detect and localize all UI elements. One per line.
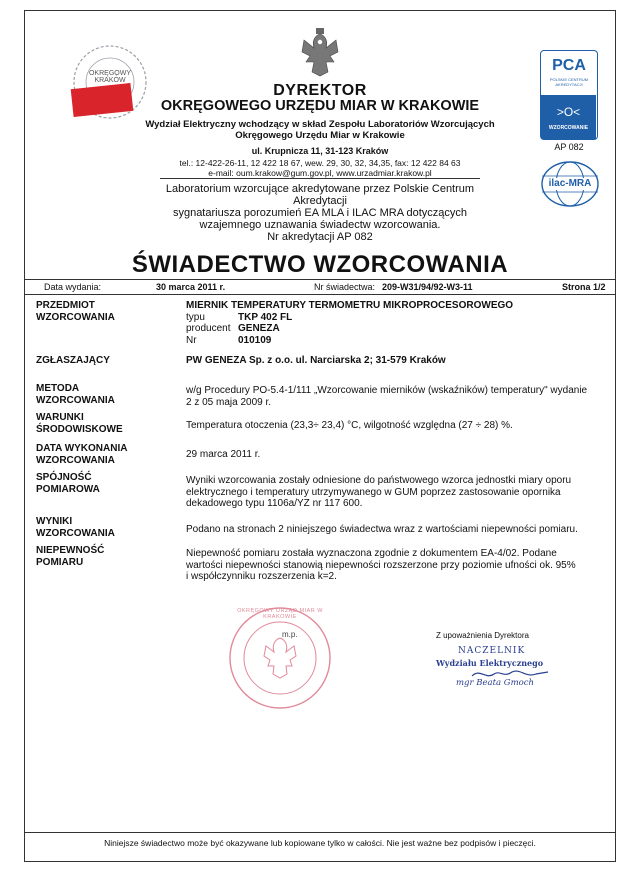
subject-label-2: WZORCOWANIA — [36, 311, 115, 323]
department-block — [140, 119, 500, 141]
subject-label-1: PRZEDMIOT — [36, 300, 95, 311]
nr-value: 010109 — [238, 334, 272, 346]
conditions-label-2: ŚRODOWISKOWE — [36, 423, 123, 435]
official-seal — [226, 604, 334, 712]
ilac-logo — [538, 158, 602, 210]
pca-logo-text: PCA — [552, 57, 586, 74]
uncertainty-line-2: wartości niepewności stanowią niepewności rozszerzone przy poziomie ufności ok. 95% — [186, 559, 576, 571]
subject-name: MIERNIK TEMPERATURY TERMOMETRU MIKROPROCESOROWEGO — [186, 300, 514, 311]
pca-sub-2: AKREDYTACJI — [555, 82, 583, 87]
email-line: e-mail: oum.krakow@gum.gov.pl, www.urzadmiar.krakow.pl — [208, 168, 432, 178]
method-value — [186, 385, 606, 408]
header-title: DYREKTOR — [273, 82, 367, 99]
office-address: ul. Krupnicza 11, 31-123 Kraków — [251, 146, 389, 156]
execution-date-label — [36, 443, 176, 466]
contact-block — [140, 158, 500, 178]
traceability-line-3: dekadowego typu 1106a/YZ nr 117 600. — [186, 498, 363, 509]
pca-bottom-text: WZORCOWANIE — [548, 125, 589, 131]
issue-date-label: Data wydania: — [44, 282, 102, 292]
nr-label: Nr — [186, 334, 197, 346]
accreditation-line-1: Laboratorium wzorcujące akredytowane przez Polskie Centrum Akredytacji — [165, 183, 475, 207]
conditions-label — [36, 412, 176, 435]
applicant-label: ZGŁASZAJĄCY — [36, 355, 110, 366]
uncertainty-label — [36, 545, 176, 568]
document-title: ŚWIADECTWO WZORCOWANIA — [131, 251, 509, 278]
seal-ring-text: OKRĘGOWY URZĄD MIAR W KRAKOWIE — [237, 608, 323, 620]
results-label — [36, 516, 176, 539]
method-line-1: w/g Procedury PO-5.4-1/111 „Wzorcowanie mierników (wskaźników) temperatury" wydanie — [186, 385, 588, 396]
department-line-2: Okręgowego Urzędu Miar w Krakowie — [235, 130, 405, 141]
footer-divider — [24, 832, 616, 833]
seal-mp-label: m.p. — [282, 630, 298, 639]
traceability-label-1: SPÓJNOŚĆ — [36, 472, 92, 483]
ap-number: AP 082 — [554, 142, 584, 152]
conditions-label-1: WARUNKI — [36, 412, 84, 423]
subject-type-row — [186, 312, 606, 324]
method-label-2: WZORCOWANIA — [36, 394, 115, 406]
header-divider — [160, 178, 480, 179]
subject-nr-row — [186, 335, 606, 347]
page-number: Strona 1/2 — [562, 282, 606, 292]
pca-blue-panel — [541, 95, 596, 139]
traceability-label — [36, 472, 176, 495]
execution-date-label-2: WZORCOWANIA — [36, 454, 115, 466]
traceability-value — [186, 475, 606, 510]
stamp-text: OKRĘGOWY KRAKÓW — [88, 70, 131, 84]
uncertainty-label-2: POMIARU — [36, 556, 84, 568]
execution-date-value: 29 marca 2011 r. — [186, 449, 261, 460]
signatory-name: mgr Beata Gmoch — [456, 678, 534, 688]
header-subtitle: OKRĘGOWEGO URZĘDU MIAR W KRAKOWIE — [160, 98, 480, 114]
pca-sub-1: POLSKIE CENTRUM — [549, 77, 589, 82]
meta-bottom-line — [24, 294, 616, 295]
subject-label — [36, 300, 176, 323]
footer-note: Niniejsze świadectwo może być okazywane lub kopiowane tylko w całości. Nie jest ważne bez podpisów i pieczęci. — [104, 838, 536, 848]
signatory-title: NACZELNIK — [458, 646, 526, 656]
accreditation-line-4: Nr akredytacji AP 082 — [267, 231, 373, 243]
traceability-label-2: POMIAROWA — [36, 483, 100, 495]
uncertainty-line-1: Niepewność pomiaru została wyznaczona zgodnie z dokumentem EA-4/02. Podane — [186, 548, 557, 559]
results-value: Podano na stronach 2 niniejszego świadectwa wraz z wartościami niepewności pomiaru. — [186, 524, 578, 535]
accreditation-line-2: sygnatariusza porozumień EA MLA i ILAC MRA dotyczących — [172, 207, 468, 219]
uncertainty-value — [186, 548, 606, 583]
pca-logo — [540, 50, 598, 140]
signatory-department: Wydziału Elektrycznego — [436, 658, 544, 668]
cert-number-label: Nr świadectwa: — [314, 282, 376, 292]
conditions-value: Temperatura otoczenia (23,3÷ 23,4) °C, wilgotność względna (27 ÷ 28) %. — [186, 420, 513, 431]
accreditation-line-3: wzajemnego uznawania świadectw wzorcowania. — [199, 219, 441, 231]
eagle-emblem-icon — [300, 26, 340, 80]
pca-symbol-icon: >O< — [556, 105, 581, 119]
applicant-value: PW GENEZA Sp. z o.o. ul. Narciarska 2; 31-579 Kraków — [186, 355, 446, 366]
results-label-2: WZORCOWANIA — [36, 527, 115, 539]
issue-date-value: 30 marca 2011 r. — [156, 282, 226, 292]
traceability-line-2: elektrycznego i temperatury utrzymywanego w GUM poprzez zastosowanie opornika — [186, 486, 561, 498]
uncertainty-label-1: NIEPEWNOŚĆ — [36, 545, 105, 556]
method-label — [36, 383, 176, 406]
ilac-text: ilac-MRA — [548, 178, 592, 189]
traceability-line-1: Wyniki wzorcowania zostały odniesione do państwowego wzorca jednostki miary oporu — [186, 475, 572, 486]
type-value: TKP 402 FL — [238, 311, 293, 323]
phone-line: tel.: 12-422-26-11, 12 422 18 67, wew. 29, 30, 32, 34,35, fax: 12 422 84 63 — [179, 158, 461, 168]
subject-value — [186, 300, 606, 346]
cert-number-value: 209-W31/94/92-W3-11 — [382, 282, 473, 292]
department-line-1: Wydział Elektryczny wchodzący w skład Zespołu Laboratoriów Wzorcujących — [145, 119, 495, 130]
results-label-1: WYNIKI — [36, 516, 73, 527]
seal-ring-icon — [226, 604, 334, 712]
producer-label: producent — [186, 323, 231, 334]
type-label: typu — [186, 311, 205, 323]
subject-producer-row — [186, 323, 606, 335]
meta-top-line — [24, 279, 616, 280]
uncertainty-line-3: i współczynniku rozszerzenia k=2. — [186, 571, 337, 582]
execution-date-label-1: DATA WYKONANIA — [36, 443, 128, 454]
method-line-2: 2 z 05 maja 2009 r. — [186, 396, 272, 408]
producer-value: GENEZA — [238, 323, 280, 334]
method-label-1: METODA — [36, 383, 80, 394]
authority-line: Z upoważnienia Dyrektora — [436, 631, 529, 640]
accreditation-block — [150, 183, 490, 243]
